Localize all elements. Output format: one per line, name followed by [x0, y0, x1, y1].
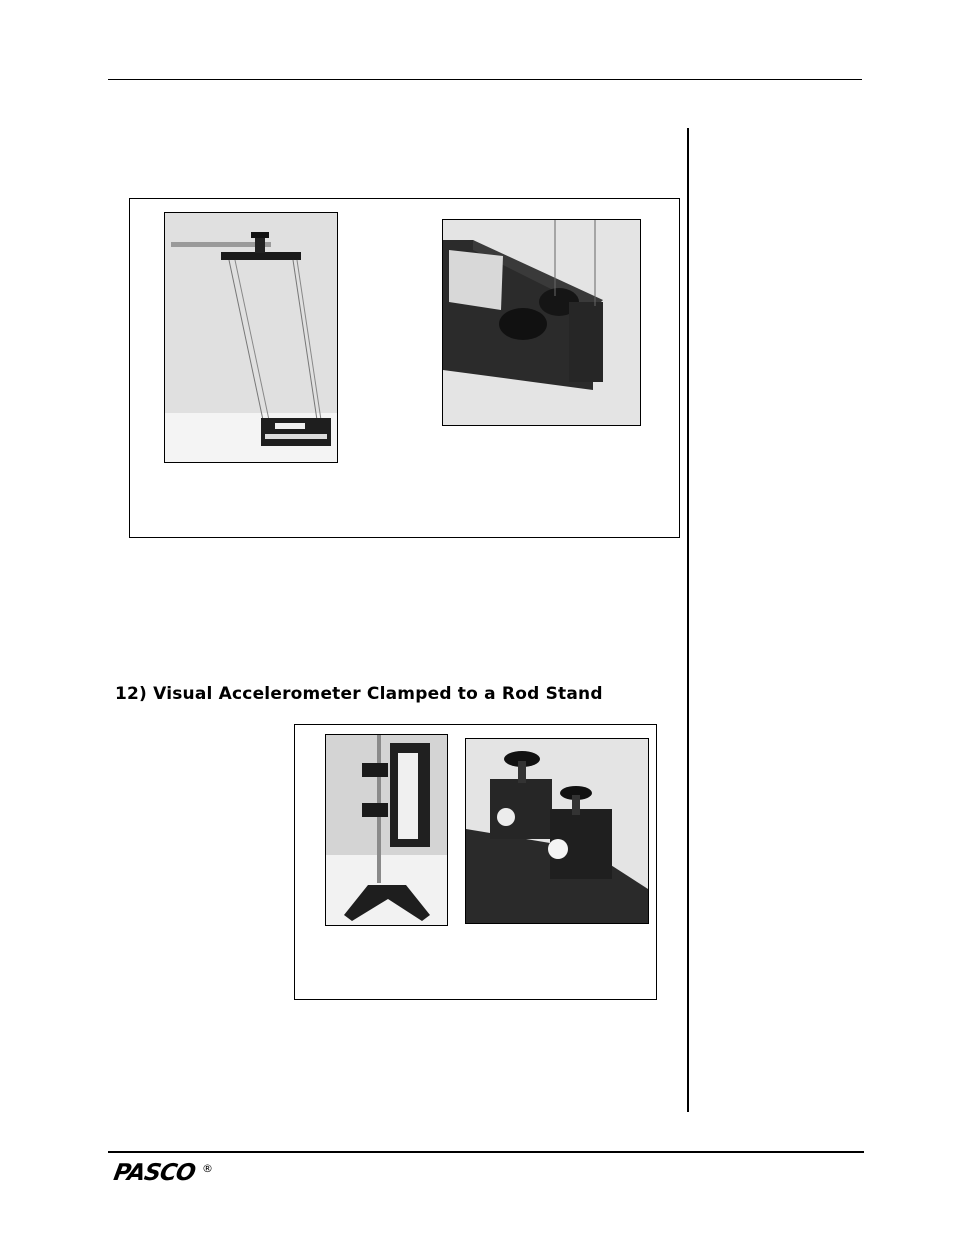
accelerometer-on-rod-stand-photo — [325, 734, 448, 926]
header-rule — [108, 79, 862, 80]
sidebar-rule — [687, 128, 689, 1112]
pasco-logo: PASCO — [111, 1160, 197, 1186]
footer-rule — [108, 1151, 864, 1153]
string-attachment-closeup-photo — [442, 219, 641, 426]
accelerometer-hung-from-rod-photo — [164, 212, 338, 463]
rod-clamps-closeup-photo — [465, 738, 649, 924]
section-heading: 12) Visual Accelerometer Clamped to a Rod Stand — [115, 684, 603, 704]
registered-mark: ® — [202, 1162, 213, 1175]
